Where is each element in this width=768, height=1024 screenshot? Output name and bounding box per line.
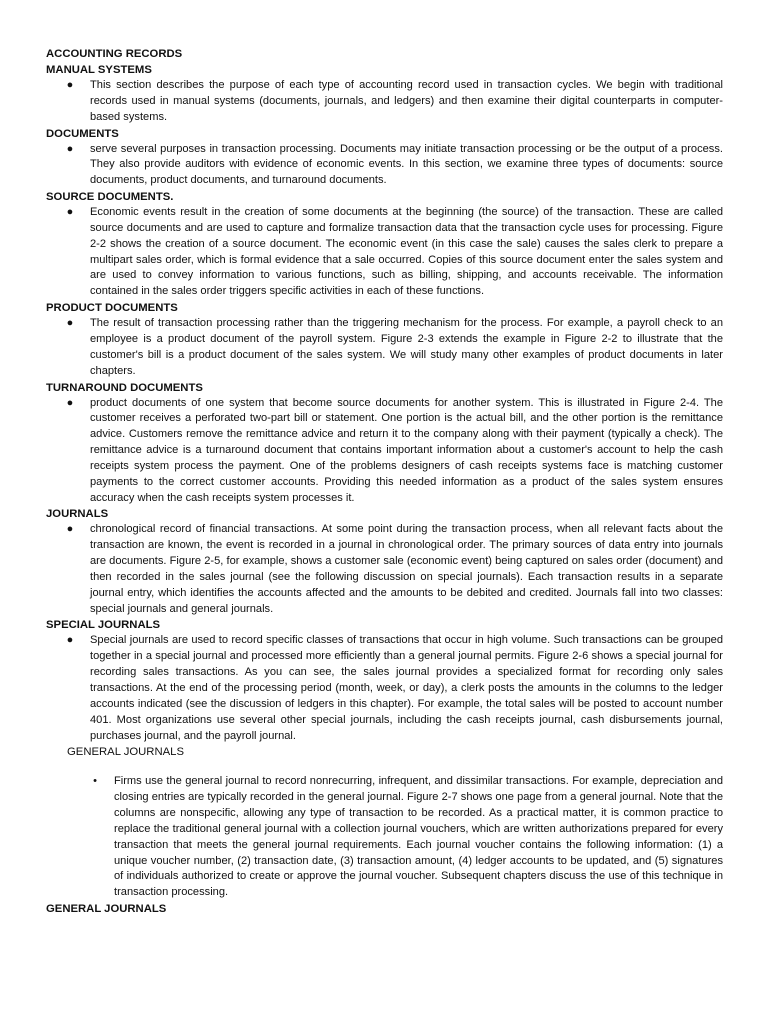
list-item-product-documents (46, 316, 723, 379)
heading-turnaround-documents: TURNAROUND DOCUMENTS (46, 381, 203, 394)
list-item-special-journals (46, 633, 723, 744)
heading-general-journals-bold: GENERAL JOURNALS (46, 903, 167, 916)
paragraph-source-documents: Economic events result in the creation of some documents at the beginning (the source) of the transaction. These are called source documents and are used to capture and formalize transaction data that the transaction cycle uses for processing. Figure 2-2 shows the creation of a source document. The economic event (in this case the sale) causes the sales clerk to prepare a multipart sales order, which is formal evidence that a sale occurred. Copies of this source document enter the sales system and are used to convey information to various functions, such as billing, shipping, and accounts receivable. The information contained in the sales order triggers specific activities in each of these functions. (90, 206, 723, 298)
document-page (46, 46, 723, 917)
spacer (46, 760, 723, 774)
bullet-icon: ● (66, 79, 74, 91)
heading-special-journals: SPECIAL JOURNALS (46, 619, 161, 632)
list-item-general-journals (46, 774, 723, 901)
heading-journals: JOURNALS (46, 508, 109, 521)
paragraph-general-journals: Firms use the general journal to record nonrecurring, infrequent, and dissimilar transactions. For example, depreciation and closing entries are typically recorded in the general journal. Figure 2-7 shows one page from a general journal. Note that the columns are nonspecific, allowing any type of transaction to be recorded. As a practical matter, it is common practice to replace the traditional general journal with a collection journal vouchers, which are written authorizations prepared for every transaction that meets the general journal requirements. Each journal voucher contains the following information: (1) a unique voucher number, (2) transaction date, (3) transaction amount, (4) ledger accounts to be updated, and (5) signatures of individuals authorized to create or approve the journal voucher. Subsequent chapters discuss the use of this technique in transaction processing. (114, 775, 723, 899)
paragraph-journals: chronological record of financial transactions. At some point during the transaction process, when all relevant facts about the transaction are known, the event is recorded in a journal in chronological order. The primary sources of data entry into journals are documents. Figure 2-5, for example, shows a customer sale (economic event) being captured on sales order (document) and then recorded in the sales journal (see the following discussion on special journals). Each transaction results in a separate journal entry, which identifies the accounts affected and the amounts to be debited and credited. Journals fall into two classes: special journals and general journals. (90, 523, 723, 615)
paragraph-documents: serve several purposes in transaction processing. Documents may initiate transaction processing or be the output of a process. They also provide auditors with evidence of economic events. In this section, we examine three types of documents: source documents, product documents, and turnaround documents. (90, 142, 723, 187)
heading-general-journals-plain: GENERAL JOURNALS (67, 746, 184, 759)
bullet-icon: ● (66, 206, 74, 219)
list-item-manual-systems (46, 78, 723, 126)
heading-manual-systems: MANUAL SYSTEMS (46, 64, 152, 76)
heading-product-documents: PRODUCT DOCUMENTS (46, 302, 178, 315)
paragraph-manual-systems: This section describes the purpose of each type of accounting record used in transaction cycles. We begin with traditional records used in manual systems (documents, journals, and ledgers) and then examine their digital counterparts in computer-based systems. (90, 79, 723, 123)
bullet-icon: ● (66, 317, 74, 330)
heading-accounting-records: ACCOUNTING RECORDS (46, 48, 183, 60)
paragraph-turnaround-documents: product documents of one system that become source documents for another system. This is illustrated in Figure 2-4. The customer receives a perforated two-part bill or statement. One portion is the actual bill, and the other portion is the remittance advice. Customers remove the remittance advice and return it to the company along with their payment (typically a check). The remittance advice is a turnaround document that contains important information about a customer's account to help the cash receipts system process the payment. One of the problems designers of cash receipts systems face is matching customer payments to the correct customer accounts. Providing this needed information as a product of the sales system ensures accuracy when the cash receipts system processes it. (90, 396, 723, 504)
list-item-source-documents (46, 205, 723, 300)
list-item-journals (46, 522, 723, 617)
list-item-turnaround-documents (46, 396, 723, 507)
heading-source-documents: SOURCE DOCUMENTS. (46, 191, 174, 204)
list-item-documents (46, 142, 723, 190)
bullet-icon: ● (66, 523, 74, 536)
bullet-icon: ● (66, 396, 74, 409)
paragraph-product-documents: The result of transaction processing rather than the triggering mechanism for the process. For example, a payroll check to an employee is a product document of the payroll system. Figure 2-3 extends the example in Figure 2-2 to illustrate that the customer's bill is a product document of the sales system. We will study many other examples of product documents in later chapters. (90, 317, 723, 377)
heading-documents: DOCUMENTS (46, 127, 119, 140)
bullet-icon: ● (66, 142, 74, 155)
bullet-icon: • (93, 775, 97, 788)
paragraph-special-journals: Special journals are used to record specific classes of transactions that occur in high volume. Such transactions can be grouped together in a special journal and processed more efficiently than a general journal permits. Figure 2-6 shows a special journal for recording sales transactions. As you can see, the sales journal provides a specialized format for recording only sales transactions. At the end of the processing period (month, week, or day), a clerk posts the amounts in the columns to the ledger accounts indicated (see the discussion of ledgers in this chapter). For example, the total sales will be posted to account number 401. Most organizations use several other special journals, including the cash receipts journal, cash disbursements journal, purchases journal, and the payroll journal. (90, 634, 723, 742)
bullet-icon: ● (66, 634, 74, 647)
